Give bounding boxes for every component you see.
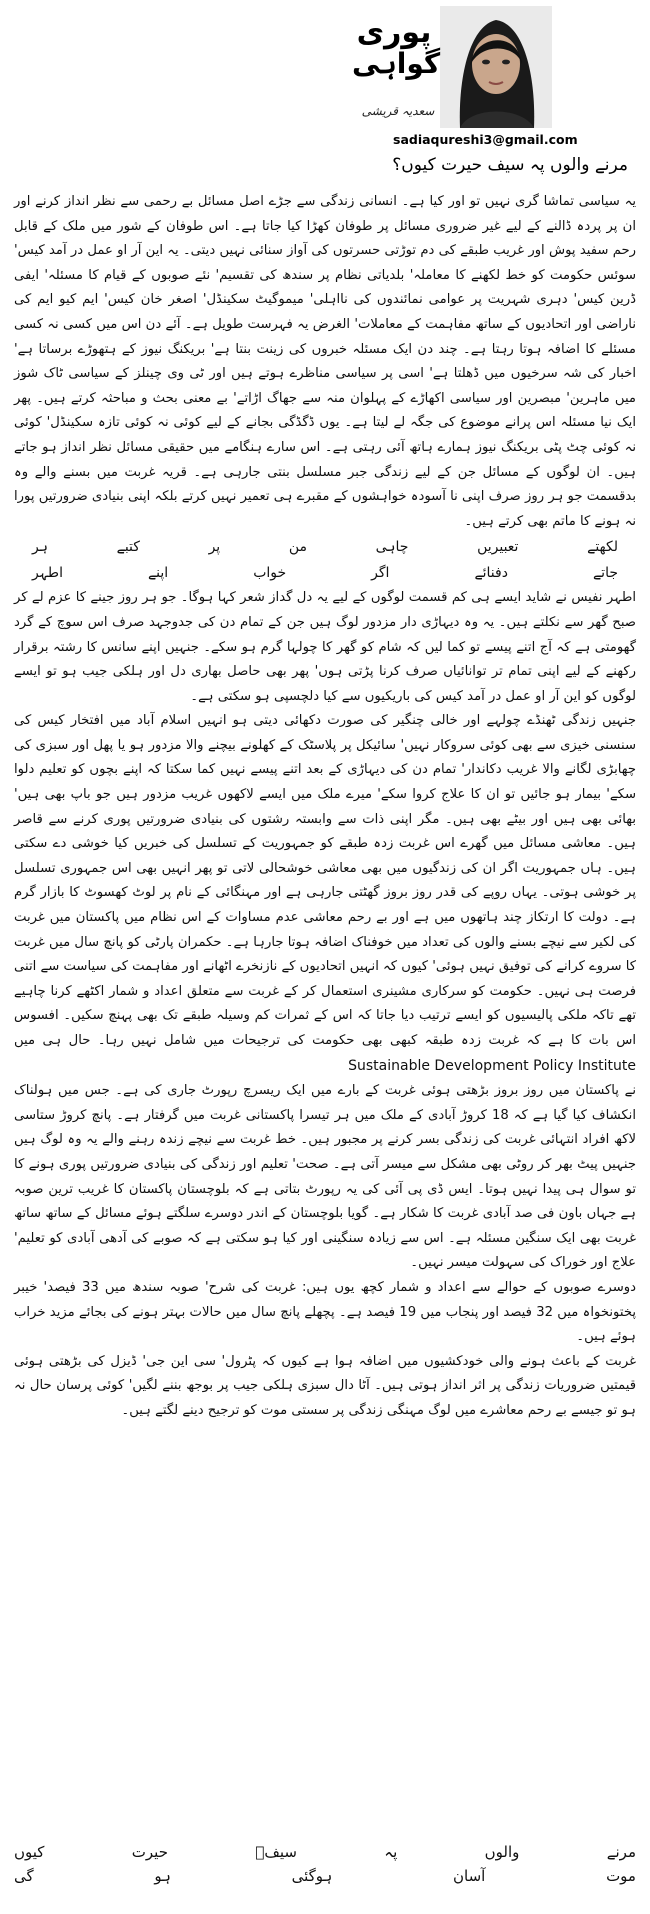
verse-word: جاتے bbox=[592, 565, 618, 582]
verse-word: کتبے bbox=[116, 539, 140, 556]
author-email[interactable]: sadiaqureshi3@gmail.com bbox=[393, 132, 578, 147]
verse-word: ہو bbox=[154, 1867, 171, 1885]
verse-word: من bbox=[288, 539, 307, 556]
closing-verse bbox=[0, 1840, 650, 1888]
verse-word: حیرت bbox=[131, 1843, 168, 1861]
verse-word: لکھتے bbox=[587, 539, 618, 556]
verse-word: موت bbox=[606, 1867, 636, 1885]
verse-word: پہ bbox=[384, 1843, 398, 1861]
verse-word: اطہر bbox=[32, 565, 63, 582]
portrait-image bbox=[440, 6, 552, 128]
logo-line-2: گواہی bbox=[352, 47, 441, 80]
column-header bbox=[0, 0, 650, 150]
verse-word: خواب bbox=[253, 565, 287, 582]
paragraph-1: یہ سیاسی تماشا گری نہیں تو اور کیا ہے۔ انسانی زندگی سے جڑے اصل مسائل بے رحمی سے نظر انداز کرنے اور ان پر پردہ ڈالنے کے لیے غیر ضروری مسائل پر طوفان کھڑا کیا جاتا ہے۔ اس طوفان کے شور میں ملک کے قابل رحم سفید پوش اور غریب طبقے کی دم توڑتی حسرتوں کی آواز سنائی نہیں دیتی۔ یہ این آر او عمل در آمد کیس' سوئس حکومت کو خط لکھنے کا معاملہ' بلدیاتی نظام پر سندھ کی تقسیم' نئے صوبوں کے قیام کا مسئلہ' ایفی ڈرین کیس' دہری شہریت پر عوامی نمائندوں کی نااہلی' میموگیٹ سکینڈل' اصغر خان کیس' ایم کیو ایم کی ناراضی اور اتحادیوں کے ساتھ مفاہمت کے معاملات' الغرض یہ فہرست طویل ہے۔ آئے دن اس میں کسی نہ کسی مسئلے کا اضافہ ہوتا رہتا ہے۔ چند دن ایک مسئلہ خبروں کی زینت بنتا ہے' بریکنگ نیوز کے ہتھوڑے برساتا ہے' اخبار کی شہ سرخیوں میں ڈھلتا ہے' اسی پر سیاسی مناظرے ہوتے ہیں اور ٹی وی چینلز کے سیاسی ٹاک شوز میں ماہرین' مبصرین اور سیاسی اکھاڑے کے پہلوان منہ سے جھاگ اڑاتے' بے معنی بحث و مباحثہ کرتے ہیں۔ پھر ایک نیا مسئلہ اس پرانے موضوع کی جگہ لے لیتا ہے۔ یوں ڈگڈگی بجانے کے لیے کوئی نہ کوئی تازہ سکینڈل' کوئی نہ کوئی چٹ پٹی بریکنگ نیوز ہمارے ہاتھ آئی رہتی ہے۔ اس سارے ہنگامے میں حقیقی مسائل نظر انداز ہو جاتے ہیں۔ ان لوگوں کے مسائل جن کے لیے زندگی جبر مسلسل بنتی جارہی ہے۔ قریہ غربت میں بسنے والے وہ بدقسمت جو ہر روز صرف اپنی نا آسودہ خواہشوں کے مقبرے ہی تعمیر نہیں کرتے بلکہ اپنی بنیادی ضرورتیں پورا نہ ہونے کا ماتم بھی کرتے ہیں۔ bbox=[14, 194, 636, 529]
verse-word: آسان bbox=[453, 1867, 486, 1885]
verse-word: گی bbox=[14, 1867, 34, 1885]
verse-word: ہوگئی bbox=[291, 1867, 333, 1885]
verse-word: چاہی bbox=[375, 539, 409, 556]
institute-name: Sustainable Development Policy Institute bbox=[348, 1057, 636, 1074]
paragraph-4: دوسرے صوبوں کے حوالے سے اعداد و شمار کچھ یوں ہیں: غربت کی شرح' صوبہ سندھ میں 33 فیصد' خیبر پختونخواہ میں 32 فیصد اور پنجاب میں 19 فیصد ہے۔ پچھلے پانچ سال میں حالات بہتر ہونے کی بجائے مزید خراب ہوئے ہیں۔ bbox=[14, 1279, 637, 1345]
paragraph-3-text: جنہیں زندگی ٹھنڈے چولہے اور خالی چنگیر کی صورت دکھائی دیتی ہو انہیں اسلام آباد میں افتخار کیس کی سنسنی خیزی سے بھی کوئی سروکار نہیں' سائیکل پر پلاسٹک کے کھلونے بیچنے والا مزدور ہو یا پھل اور سبزی کی چھابڑی لگانے والا غریب دکاندار' تمام دن کی دیہاڑی کے بعد اتنے پیسے نہیں کما سکتا کہ اپنے بچوں کو تعلیم دلوا سکے' بیمار ہو جائیں تو ان کا علاج کروا سکے' میرے ملک میں ایسے لاکھوں غریب مزدور ہیں جو باپ بھی ہیں' بھائی بھی ہیں اور بیٹے بھی ہیں۔ مگر اپنی ذات سے وابستہ رشتوں کی بنیادی ضرورتیں پوری کرنے سے قاصر ہیں۔ معاشی مسائل میں گھرے اس غربت زدہ طبقے کو جمہوریت کے تسلسل کی خبریں کیا خوشی دے سکتی ہیں۔ ہاں جمہوریت اگر ان کی زندگیوں میں بھی معاشی خوشحالی لاتی تو پھر انہیں بھی اس جمہوری تسلسل پر خوشی ہوتی۔ یہاں روپے کی قدر روز بروز گھٹتی جارہی ہے اور مہنگائی کے نام پر لوٹ کھسوٹ کا بازار گرم ہے۔ دولت کا ارتکاز چند ہاتھوں میں ہے اور بے رحم معاشی عدم مساوات کے اس نظام میں پاکستان میں غربت کی لکیر سے نیچے بسنے والوں کی تعداد میں خوفناک اضافہ ہوتا جارہا ہے۔ حکمران پارٹی کو پانچ سال میں غربت کا سروے کرانے کی توفیق نہیں ہوئی' کیوں کہ انہیں اتحادیوں کے نازنخرے اٹھانے اور مفاہمت کی سیاست سے اتنی فرصت ہی نہیں۔ حکومت کو سرکاری مشینری استعمال کر کے غربت سے متعلق اعداد و شمار اکٹھے کرنا چاہیے تھے تاکہ ملکی پالیسیوں کو ایسے ترتیب دیا جاتا کہ اس کے ثمرات کم وسیلہ طبقے تک بھی پہنچ سکیں۔ افسوس اس بات کا ہے کہ غربت زدہ طبقہ کبھی بھی حکومت کی ترجیحات میں شامل نہیں رہا۔ حال ہی میں bbox=[14, 713, 636, 1048]
verse-word: دفنائے bbox=[474, 565, 508, 582]
verse-word: سیفؔ bbox=[255, 1843, 297, 1861]
verse-word: پر bbox=[208, 539, 221, 556]
verse-word: تعبیریں bbox=[477, 539, 519, 556]
verse-word: اپنے bbox=[147, 565, 169, 582]
columnist-photo bbox=[440, 6, 552, 128]
paragraph-3b: نے پاکستان میں روز بروز بڑھتی ہوئی غربت کے بارے میں ایک ریسرچ رپورٹ جاری کی ہے۔ جس میں ہولناک انکشاف کیا گیا ہے کہ 18 کروڑ آبادی کے ملک میں ہر تیسرا پاکستانی غربت میں گرفتار ہے۔ پانچ کروڑ ستاسی لاکھ افراد انتہائی غربت کی زندگی بسر کرنے پر مجبور ہیں۔ خط غربت سے نیچے زندہ رہنے والے یہ وہ لوگ ہیں جنہیں پیٹ بھر کر روٹی بھی مشکل سے میسر آتی ہے۔ صحت' تعلیم اور زندگی کی بنیادی ضرورتیں پوری ہونے کا تو سوال ہی پیدا نہیں ہوتا۔ ایس ڈی پی آئی کی یہ رپورٹ بتاتی ہے کہ بلوچستان پاکستان کا غریب ترین صوبہ ہے جہاں باون فی صد آبادی غربت کا شکار ہے۔ گویا بلوچستان کے اندر دوسرے سلگتے ہوئے مسائل کے ساتھ ساتھ غربت بھی ایک سنگین مسئلہ ہے۔ اس سے زیادہ سنگینی اور کیا ہو سکتی ہے کہ صوبے کی آدھی آبادی کو تعلیم' علاج اور خوراک کی سہولت میسر نہیں۔ bbox=[14, 1083, 636, 1271]
verse-word: مرنے bbox=[606, 1843, 636, 1861]
paragraph-2: اطہر نفیس نے شاید ایسے ہی کم قسمت لوگوں کے لیے یہ دل گداز شعر کہا ہوگا۔ جو ہر روز جینے کا عزم لے کر صبح گھر سے نکلتے ہیں۔ یہ وہ دیہاڑی دار مزدور لوگ ہیں جن کے تمام دن کی جدوجہد صرف اس سوچ کے گرد گھومتی ہے کہ آج اتنے پیسے تو کما لیں کہ شام کو گھر کا چولہا گرم ہو سکے۔ جنہیں اپنے سانس کا رشتہ برقرار رکھنے کے لیے اپنی تمام تر توانائیاں صرف کرنا پڑتی ہوں' پھر بھی حاصل بھاری دل اور ہلکی جیب ہو تو ایسے لوگوں کو این آر او عمل در آمد کیس کی باریکیوں سے کیا دلچسپی ہو سکتی ہے۔ bbox=[14, 590, 636, 704]
logo-line-1: پوری bbox=[356, 15, 432, 50]
paragraph-3 bbox=[14, 709, 636, 1079]
verse-2-line-1 bbox=[0, 1840, 650, 1864]
verse-word: اگر bbox=[371, 565, 390, 582]
verse-1-line-1 bbox=[14, 534, 636, 560]
verse-word: کیوں bbox=[14, 1843, 45, 1861]
article-body bbox=[14, 190, 636, 1424]
author-signature: سعدیہ قریشی bbox=[361, 104, 435, 118]
verse-2-line-2 bbox=[0, 1864, 650, 1888]
article-headline: مرنے والوں پہ سیف حیرت کیوں؟ bbox=[392, 155, 628, 175]
paragraph-5: غربت کے باعث ہونے والی خودکشیوں میں اضافہ ہوا ہے کیوں کہ پٹرول' سی این جی' ڈیزل کی بڑھتی ہوئی قیمتیں ضروریات زندگی پر اثر انداز ہوتی ہیں۔ آٹا دال سبزی ہلکی جیب پر بوجھ بننے لگیں' کوئی پرسان حال نہ ہو تو جیسے بے رحم معاشرے میں لوگ مہنگی زندگی پر سستی موت کو ترجیح دینے لگتے ہیں۔ bbox=[14, 1353, 636, 1418]
column-logo bbox=[352, 15, 441, 98]
verse-word: والوں bbox=[484, 1843, 520, 1861]
verse-1-line-2 bbox=[14, 560, 636, 586]
verse-word: ہر bbox=[32, 539, 48, 556]
